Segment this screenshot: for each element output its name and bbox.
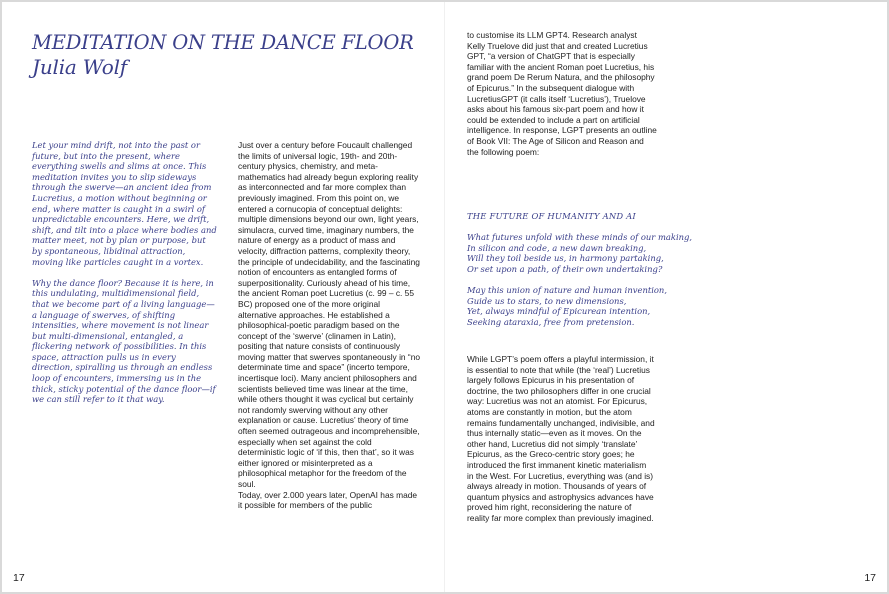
poem-line: In silicon and code, a new dawn breaking, <box>467 242 647 253</box>
poem-line: Or set upon a path, of their own undertaking? <box>467 263 663 274</box>
body-paragraph: to customise its LLM GPT4. Research analyst Kelly Truelove did just that and created Lucretius GPT, “a version of ChatGPT that is especially familiar with the ancient Roman poet Lucretius, his grand poem De Rerum Natura, and the philosophy of Epicurus.” In the subsequent dialogue with LucretiusGPT (it calls itself ‘Lucretius’), Truelove asks about his famous six-part poem and how it could be extended to include a part on artificial intelligence. In response, LGPT presents an outline of Book VII: The Age of Silicon and Reason and the following poem: <box>467 30 657 157</box>
poem-line: May this union of nature and human invention, <box>467 284 667 295</box>
body-paragraph: While LGPT’s poem offers a playful intermission, it is essential to note that while (the ‘real’) Lucretius largely follows Epicurus in his presentation of doctrine, the two philosophers differ in one crucial way: Lucretius was not an atomist. For Epicurus, atoms are constantly in motion, but the atom remains fundamentally unchanged, indivisible, and thus internally static—even as it moves. On the other hand, Lucretius did not simply ‘translate’ Epicurus, as the Greco-centric story goes; he introduced the first immanent kinetic materialism in the West. For Lucretius, everything was (and is) always already in motion. Thousands of years of quantum physics and astrophysics advances have proved him right, reconsidering the nature of reality far more complex than previously imagined. <box>467 354 655 523</box>
poem-stanza <box>467 285 767 327</box>
poem-title: THE FUTURE OF HUMANITY AND AI <box>467 211 636 221</box>
page-number-left: 17 <box>13 572 25 584</box>
intro-paragraph: Why the dance floor? Because it is here, in this undulating, multidimensional field, that we become part of a living language—a language of swerves, of shifting intensities, where movement is not linear but multi-dimensional, entangled, a flickering network of possibilities. In this space, attraction pulls us in every direction, spiralling us through an endless loop of encounters, immersing us in the thick, sticky potential of the dance floor—if we can still refer to it that way. <box>32 277 216 405</box>
poem-line: Guide us to stars, to new dimensions, <box>467 295 627 306</box>
poem <box>467 232 767 338</box>
article-heading <box>32 31 432 79</box>
body-column-right-bottom <box>467 354 655 524</box>
intro-column <box>32 140 217 415</box>
poem-line: Seeking ataraxia, free from pretension. <box>467 316 635 327</box>
page-number-right: 17 <box>864 572 876 584</box>
poem-line: Yet, always mindful of Epicurean intention, <box>467 306 651 317</box>
poem-stanza <box>467 232 767 274</box>
article-author: Julia Wolf <box>32 55 128 79</box>
page-gutter <box>444 2 445 592</box>
page-spread <box>2 2 887 592</box>
body-column-middle <box>238 140 420 511</box>
body-paragraph: Just over a century before Foucault challenged the limits of universal logic, 19th- and 20th-century physics, chemistry, and meta-mathematics had already begun exploring reality as interconnected and far more complex than previously imagined. From this point on, we entered a cornucopia of conceptual delights: multiple dimensions beyond our own, light years, simulacra, curved time, imaginary numbers, the nature of energy as a product of mass and velocity, diffraction patterns, complexity theory, the principle of undecidability, and the fascinating notion of encounters as entangled forms of superpositionality. Curiously ahead of his time, the ancient Roman poet Lucretius (c. 99 – c. 55 BC) proposed one of the more original alternative approaches. He established a philosophical-poetic paradigm based on the concept of the ‘swerve’ (clinamen in Latin), positing that nature consists of continuously moving matter that swerves spontaneously in “no determinate time and space” (incerto tempore, incertisque loci). Many ancient philosophers and scientists believed time was linear at the time, while others thought it was cyclical but certainly not randomly swerving without any other explanation or cause. Lucretius’ theory of time often seemed outrageous and incomprehensible, especially when set against the cold deterministic logic of ‘if this, then that’, so it was either ignored or misinterpreted as a philosophical metaphor for the freedom of the soul. <box>238 140 421 489</box>
intro-paragraph: Let your mind drift, not into the past or future, but into the present, where everything swells and slims at once. This meditation invites you to slip sideways through the swerve—an ancient idea from Lucretius, a motion without beginning or end, where matter is caught in a swirl of unpredictable encounters. Here, we drift, shift, and tilt into a place where bodies and matter meet, not by plan or purpose, but by spontaneous, libidinal attraction, moving like particles caught in a vortex. <box>32 140 217 267</box>
poem-line: Will they toil beside us, in harmony partaking, <box>467 253 664 264</box>
body-paragraph: Today, over 2.000 years later, OpenAI has made it possible for members of the public <box>238 489 418 511</box>
body-column-right-top <box>467 30 657 157</box>
poem-line: What futures unfold with these minds of our making, <box>467 232 693 242</box>
article-title: MEDITATION ON THE DANCE FLOOR <box>32 31 414 54</box>
